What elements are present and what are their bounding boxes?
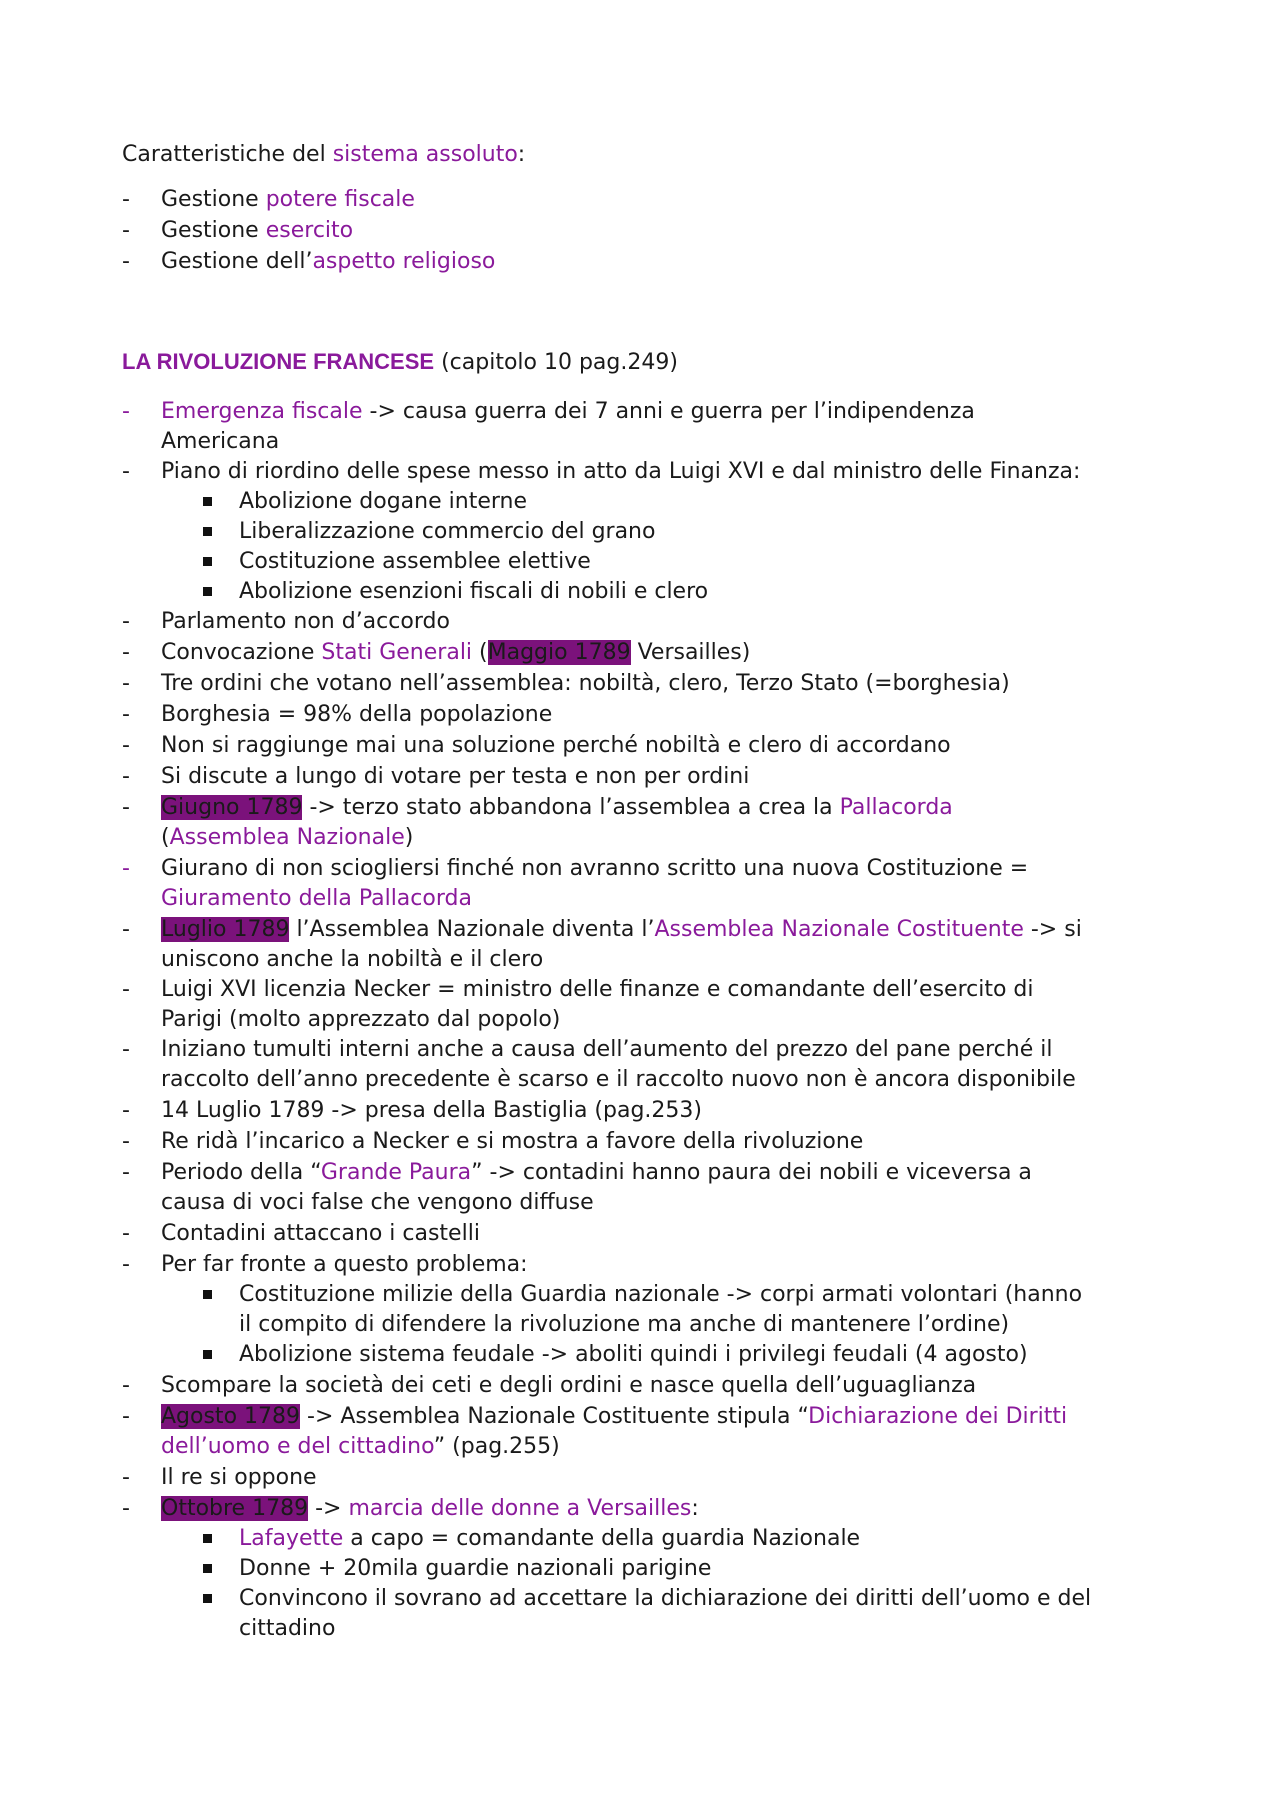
square-bullet-icon xyxy=(203,497,212,506)
line-text xyxy=(161,915,1082,945)
line-text xyxy=(239,1524,860,1554)
keyword: Dichiarazione dei Diritti xyxy=(808,1404,1068,1429)
dash-marker: - xyxy=(122,1098,130,1123)
line-text xyxy=(161,1432,560,1462)
text-segment: ) xyxy=(404,825,414,850)
line-text xyxy=(239,1614,335,1644)
dash-marker: - xyxy=(122,1465,130,1490)
text-segment: raccolto dell’anno precedente è scarso e il raccolto nuovo non è ancora disponibile xyxy=(161,1067,1076,1092)
text-segment: Gestione xyxy=(161,218,266,243)
square-bullet-icon xyxy=(203,1564,212,1573)
line-text xyxy=(122,347,678,378)
text-segment: : xyxy=(691,1496,699,1521)
dash-marker: - xyxy=(122,671,130,696)
keyword: Grande Paura xyxy=(320,1160,472,1185)
line-text xyxy=(161,884,472,914)
dash-marker: - xyxy=(122,856,130,881)
line-text xyxy=(161,1188,594,1218)
keyword: aspetto religioso xyxy=(312,249,496,274)
text-segment: Abolizione sistema feudale -> aboliti quindi i privilegi feudali (4 agosto) xyxy=(239,1342,1028,1367)
dash-marker: - xyxy=(122,187,130,212)
text-segment: Caratteristiche del xyxy=(122,142,333,167)
text-segment: : xyxy=(517,142,526,167)
dash-marker: - xyxy=(122,795,130,820)
line-text xyxy=(239,547,591,577)
dash-marker: - xyxy=(122,764,130,789)
line-text xyxy=(239,577,708,607)
line-text xyxy=(161,1463,317,1493)
text-segment: Borghesia = 98% della popolazione xyxy=(161,702,553,727)
line-text xyxy=(161,1035,1052,1065)
highlighted-date: Luglio 1789 xyxy=(161,917,290,942)
line-text xyxy=(239,1340,1028,1370)
line-text xyxy=(239,517,655,547)
dash-marker: - xyxy=(122,640,130,665)
dash-marker: - xyxy=(122,459,130,484)
square-bullet-icon xyxy=(203,527,212,536)
square-bullet-icon xyxy=(203,557,212,566)
line-text xyxy=(161,823,413,853)
text-segment: Liberalizzazione commercio del grano xyxy=(239,519,656,544)
line-text xyxy=(161,854,1028,884)
dash-marker: - xyxy=(122,702,130,727)
line-text xyxy=(161,185,415,215)
keyword: dell’uomo e del cittadino xyxy=(161,1434,434,1459)
square-bullet-icon xyxy=(203,587,212,596)
text-segment: Contadini attaccano i castelli xyxy=(161,1221,480,1246)
line-text xyxy=(161,457,1080,487)
dash-marker: - xyxy=(122,399,130,424)
line-text xyxy=(161,1250,528,1280)
text-segment: Il re si oppone xyxy=(161,1465,317,1490)
line-text xyxy=(161,731,951,761)
text-segment: cittadino xyxy=(239,1616,336,1641)
line-text xyxy=(161,762,749,792)
highlighted-date: Agosto 1789 xyxy=(161,1404,301,1429)
line-text xyxy=(161,1127,863,1157)
text-segment: (capitolo 10 pag.249) xyxy=(434,350,678,375)
text-segment: Parlamento non d’accordo xyxy=(161,609,450,634)
text-segment: causa di voci false che vengono diffuse xyxy=(161,1190,594,1215)
text-segment: -> si xyxy=(1023,917,1082,942)
highlighted-date: Ottobre 1789 xyxy=(161,1496,309,1521)
text-segment: Americana xyxy=(161,429,280,454)
keyword: Assemblea Nazionale Costituente xyxy=(654,917,1024,942)
keyword: potere fiscale xyxy=(265,187,415,212)
keyword: Lafayette xyxy=(239,1526,344,1551)
text-segment: Donne + 20mila guardie nazionali parigine xyxy=(239,1556,712,1581)
line-text xyxy=(161,397,975,427)
dash-marker: - xyxy=(122,1129,130,1154)
text-segment: Giurano di non sciogliersi finché non avranno scritto una nuova Costituzione = xyxy=(161,856,1029,881)
highlighted-date: Giugno 1789 xyxy=(161,795,303,820)
text-segment: Abolizione dogane interne xyxy=(239,489,527,514)
line-text xyxy=(239,1280,1082,1310)
line-text xyxy=(161,1402,1067,1432)
text-segment: Parigi (molto apprezzato dal popolo) xyxy=(161,1007,561,1032)
keyword: marcia delle donne a Versailles xyxy=(348,1496,692,1521)
keyword: Stati Generali xyxy=(321,640,473,665)
text-segment: -> xyxy=(308,1496,349,1521)
dash-marker: - xyxy=(122,917,130,942)
keyword: Giuramento della Pallacorda xyxy=(161,886,472,911)
dash-marker: - xyxy=(122,1221,130,1246)
text-segment: Si discute a lungo di votare per testa e non per ordini xyxy=(161,764,750,789)
text-segment: Piano di riordino delle spese messo in atto da Luigi XVI e dal ministro delle Finanza: xyxy=(161,459,1081,484)
keyword: sistema assoluto xyxy=(332,142,518,167)
text-segment: -> Assemblea Nazionale Costituente stipula “ xyxy=(300,1404,809,1429)
line-text xyxy=(161,975,1034,1005)
text-segment: Versailles) xyxy=(630,640,751,665)
line-text xyxy=(122,140,525,170)
text-segment: Periodo della “ xyxy=(161,1160,321,1185)
line-text xyxy=(161,1005,560,1035)
text-segment: ” (pag.255) xyxy=(433,1434,560,1459)
dash-marker: - xyxy=(122,1160,130,1185)
line-text xyxy=(161,1096,702,1126)
line-text xyxy=(161,216,353,246)
line-text xyxy=(161,793,953,823)
dash-marker: - xyxy=(122,218,130,243)
text-segment: 14 Luglio 1789 -> presa della Bastiglia (pag.253) xyxy=(161,1098,702,1123)
dash-marker: - xyxy=(122,1496,130,1521)
line-text xyxy=(161,607,450,637)
dash-marker: - xyxy=(122,1252,130,1277)
line-text xyxy=(239,1310,1009,1340)
text-segment: Gestione dell’ xyxy=(161,249,313,274)
text-segment: Convocazione xyxy=(161,640,322,665)
text-segment: Gestione xyxy=(161,187,266,212)
text-segment: Convincono il sovrano ad accettare la dichiarazione dei diritti dell’uomo e del xyxy=(239,1586,1092,1611)
text-segment: l’Assemblea Nazionale diventa l’ xyxy=(289,917,655,942)
text-segment: ” -> contadini hanno paura dei nobili e viceversa a xyxy=(471,1160,1032,1185)
line-text xyxy=(161,1494,699,1524)
line-text xyxy=(161,1158,1032,1188)
line-text xyxy=(239,487,527,517)
keyword: esercito xyxy=(265,218,354,243)
keyword: LA RIVOLUZIONE FRANCESE xyxy=(122,349,435,374)
line-text xyxy=(239,1584,1091,1614)
text-segment: Re ridà l’incarico a Necker e si mostra a favore della rivoluzione xyxy=(161,1129,864,1154)
line-text xyxy=(161,247,495,277)
highlighted-date: Maggio 1789 xyxy=(487,640,631,665)
square-bullet-icon xyxy=(203,1350,212,1359)
text-segment: Tre ordini che votano nell’assemblea: nobiltà, clero, Terzo Stato (=borghesia) xyxy=(161,671,1010,696)
line-text xyxy=(239,1554,711,1584)
keyword: Emergenza fiscale xyxy=(161,399,363,424)
dash-marker: - xyxy=(122,733,130,758)
text-segment: a capo = comandante della guardia Nazionale xyxy=(343,1526,861,1551)
line-text xyxy=(161,638,750,668)
text-segment: il compito di difendere la rivoluzione ma anche di mantenere l’ordine) xyxy=(239,1312,1010,1337)
line-text xyxy=(161,945,543,975)
dash-marker: - xyxy=(122,609,130,634)
text-segment: Abolizione esenzioni fiscali di nobili e clero xyxy=(239,579,709,604)
dash-marker: - xyxy=(122,1037,130,1062)
line-text xyxy=(161,669,1010,699)
dash-marker: - xyxy=(122,249,130,274)
text-segment: -> terzo stato abbandona l’assemblea a crea la xyxy=(302,795,840,820)
text-segment: Per far fronte a questo problema: xyxy=(161,1252,528,1277)
keyword: Pallacorda xyxy=(839,795,953,820)
keyword: Assemblea Nazionale xyxy=(169,825,405,850)
square-bullet-icon xyxy=(203,1290,212,1299)
dash-marker: - xyxy=(122,1373,130,1398)
square-bullet-icon xyxy=(203,1594,212,1603)
line-text xyxy=(161,1065,1076,1095)
text-segment: Costituzione milizie della Guardia nazionale -> corpi armati volontari (hanno xyxy=(239,1282,1083,1307)
line-text xyxy=(161,700,552,730)
text-segment: uniscono anche la nobiltà e il clero xyxy=(161,947,544,972)
line-text xyxy=(161,1371,976,1401)
text-segment: Non si raggiunge mai una soluzione perché nobiltà e clero di accordano xyxy=(161,733,951,758)
line-text xyxy=(161,1219,480,1249)
dash-marker: - xyxy=(122,1404,130,1429)
text-segment: ( xyxy=(472,640,488,665)
text-segment: Costituzione assemblee elettive xyxy=(239,549,591,574)
line-text xyxy=(161,427,279,457)
text-segment: Iniziano tumulti interni anche a causa dell’aumento del prezzo del pane perché il xyxy=(161,1037,1053,1062)
square-bullet-icon xyxy=(203,1534,212,1543)
dash-marker: - xyxy=(122,977,130,1002)
text-segment: -> causa guerra dei 7 anni e guerra per l’indipendenza xyxy=(362,399,975,424)
text-segment: Luigi XVI licenzia Necker = ministro delle finanze e comandante dell’esercito di xyxy=(161,977,1034,1002)
text-segment: Scompare la società dei ceti e degli ordini e nasce quella dell’uguaglianza xyxy=(161,1373,977,1398)
text-segment: ( xyxy=(161,825,170,850)
